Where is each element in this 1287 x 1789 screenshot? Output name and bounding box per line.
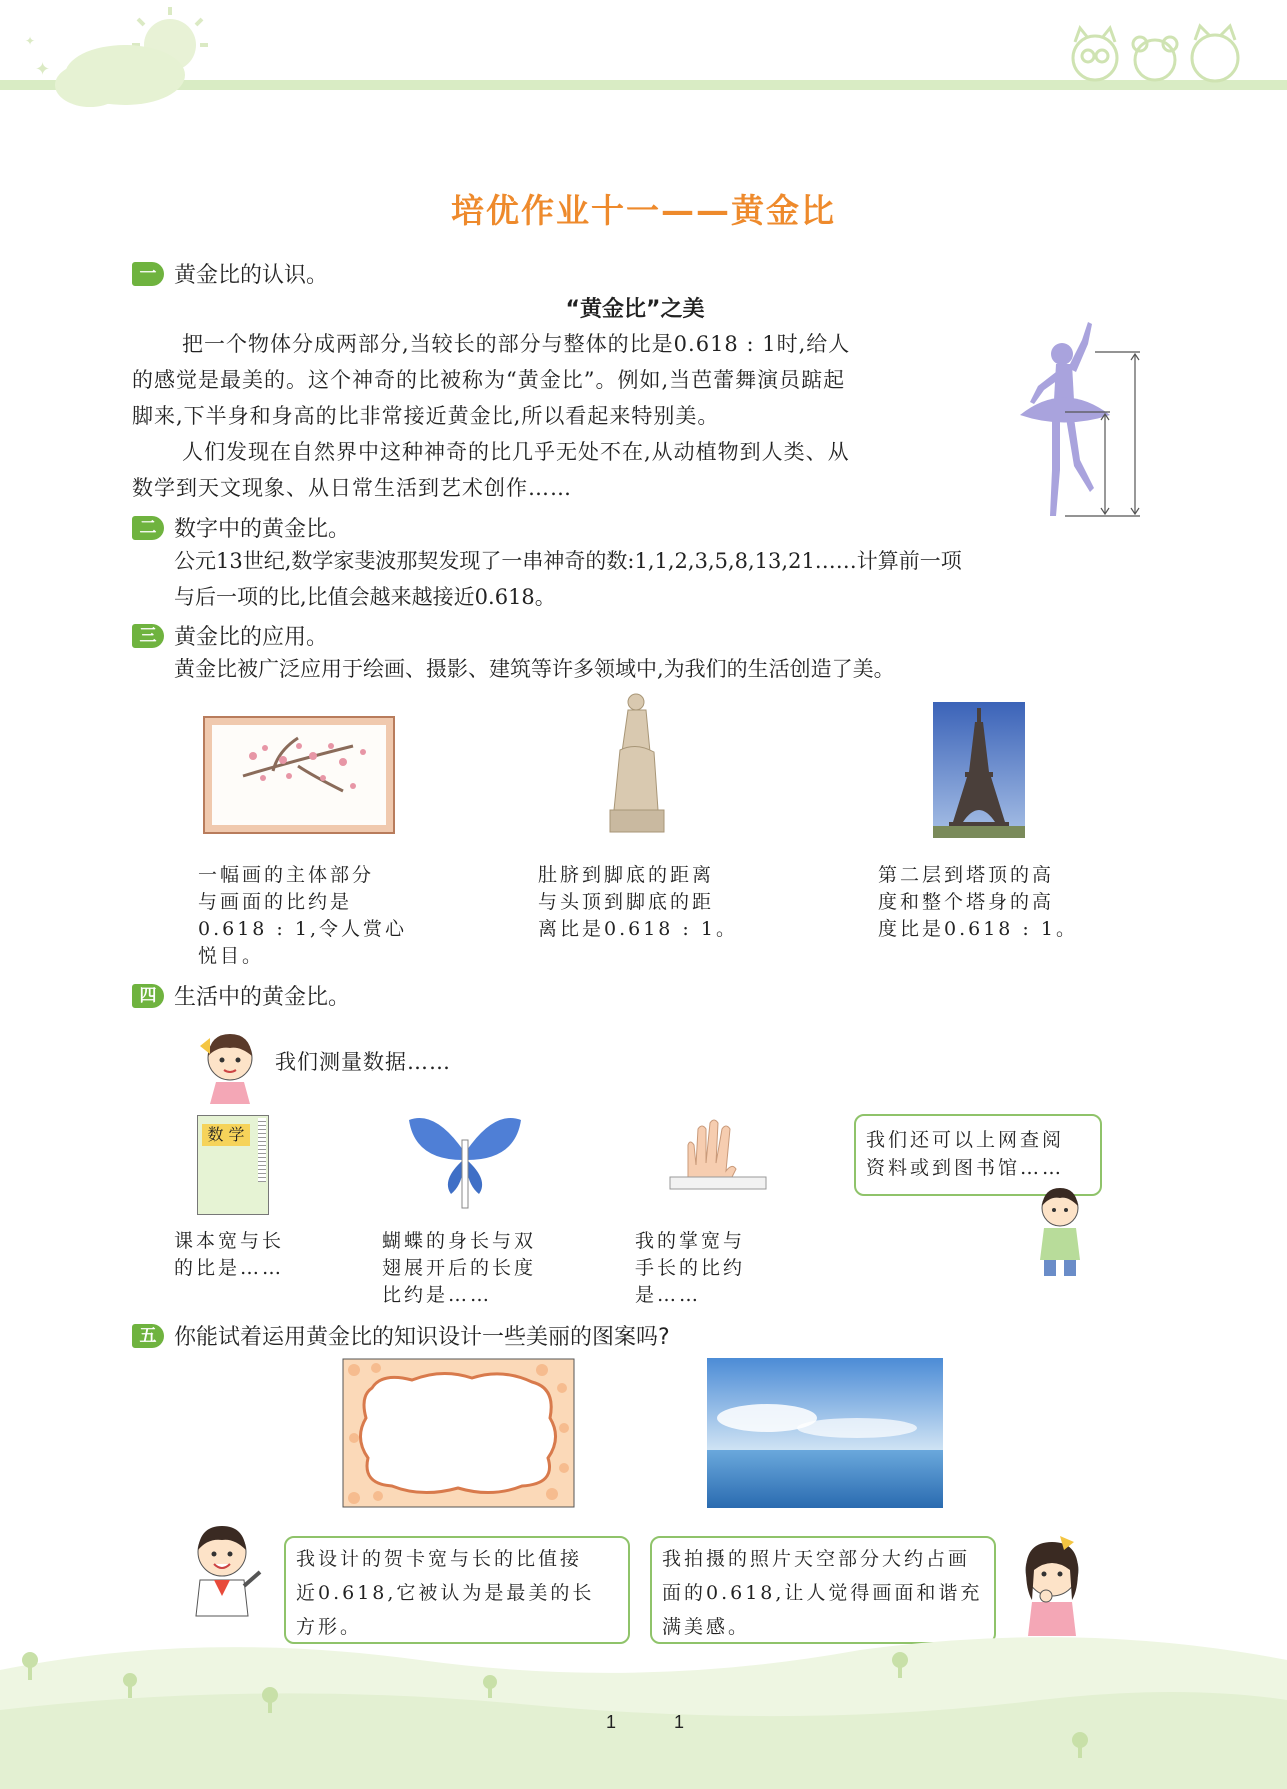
section-heading-2 bbox=[132, 512, 350, 543]
bubble-line: 我拍摄的照片天空部分大约占画 bbox=[662, 1548, 971, 1570]
caption-line: 课本宽与长 bbox=[174, 1230, 285, 1252]
textbook-image bbox=[197, 1115, 269, 1215]
caption-line: 度比是0.618 : 1。 bbox=[878, 918, 1078, 940]
painting-image bbox=[203, 716, 395, 834]
butterfly-caption bbox=[382, 1228, 536, 1309]
caption-line: 第二层到塔顶的高 bbox=[878, 864, 1055, 886]
animal-faces-icon bbox=[1060, 20, 1260, 85]
section-heading-4 bbox=[132, 980, 350, 1011]
page-title: 培优作业十一——黄金比 bbox=[451, 191, 836, 230]
tower-caption bbox=[878, 862, 1078, 943]
boy-icon bbox=[1030, 1180, 1090, 1280]
caption-line: 比约是…… bbox=[382, 1284, 493, 1306]
greeting-card-image bbox=[342, 1358, 575, 1508]
s1-line-1: 把一个物体分成两部分,当较长的部分与整体的比是0.618 : 1时,给人 bbox=[182, 332, 851, 356]
hand-caption bbox=[635, 1228, 745, 1309]
caption-line: 手长的比约 bbox=[635, 1257, 746, 1279]
venus-statue-image bbox=[600, 690, 670, 838]
s3-line: 黄金比被广泛应用于绘画、摄影、建筑等许多领域中,为我们的生活创造了美。 bbox=[174, 657, 895, 681]
book-label: 数 学 bbox=[202, 1124, 250, 1146]
green-hills-background bbox=[0, 1620, 1287, 1789]
girl-icon bbox=[190, 1024, 270, 1104]
painting-caption bbox=[198, 862, 407, 970]
caption-line: 蝴蝶的身长与双 bbox=[382, 1230, 537, 1252]
bubble-line: 资料或到图书馆…… bbox=[866, 1157, 1065, 1179]
caption-line: 度和整个塔身的高 bbox=[878, 891, 1055, 913]
book-caption bbox=[174, 1228, 284, 1282]
s1-line-4: 人们发现在自然界中这种神奇的比几乎无处不在,从动植物到人类、从 bbox=[182, 440, 850, 464]
section-badge: 三 bbox=[132, 624, 164, 648]
sea-photo-image bbox=[707, 1358, 943, 1508]
section-badge: 一 bbox=[132, 262, 164, 286]
caption-line: 与画面的比约是 bbox=[198, 891, 353, 913]
bubble-line: 面的0.618,让人觉得画面和谐充 bbox=[662, 1582, 983, 1604]
s2-line-2: 与后一项的比,比值会越来越接近0.618。 bbox=[174, 585, 556, 609]
sun-cloud-icon bbox=[20, 5, 210, 115]
section-badge: 四 bbox=[132, 984, 164, 1008]
section-title: 黄金比的认识。 bbox=[174, 263, 329, 288]
butterfly-image bbox=[405, 1110, 525, 1210]
bubble-line: 我们还可以上网查阅 bbox=[866, 1129, 1065, 1151]
eiffel-tower-image bbox=[933, 702, 1025, 838]
caption-line: 翅展开后的长度 bbox=[382, 1257, 537, 1279]
s1-line-5: 数学到天文现象、从日常生活到艺术创作…… bbox=[132, 476, 572, 500]
section-badge: 五 bbox=[132, 1324, 164, 1348]
caption-line: 肚脐到脚底的距离 bbox=[538, 864, 715, 886]
svg-text:✦: ✦ bbox=[35, 59, 51, 80]
statue-caption bbox=[538, 862, 738, 943]
s1-subtitle: “黄金比”之美 bbox=[565, 297, 705, 322]
caption-line: 我的掌宽与 bbox=[635, 1230, 746, 1252]
caption-line: 悦目。 bbox=[198, 945, 265, 967]
ballerina-figure bbox=[990, 320, 1150, 520]
caption-line: 一幅画的主体部分 bbox=[198, 864, 375, 886]
section-title: 黄金比的应用。 bbox=[174, 625, 329, 650]
section-badge: 二 bbox=[132, 516, 164, 540]
page-number-left: 1 bbox=[606, 1712, 617, 1732]
caption-line: 0.618 : 1,令人赏心 bbox=[198, 918, 408, 940]
section-title: 你能试着运用黄金比的知识设计一些美丽的图案吗? bbox=[174, 1325, 670, 1350]
section-title: 数字中的黄金比。 bbox=[174, 517, 351, 542]
page-number-right: 1 bbox=[674, 1712, 685, 1732]
section-heading-1 bbox=[132, 258, 328, 289]
caption-line: 离比是0.618 : 1。 bbox=[538, 918, 738, 940]
bubble-line: 方形。 bbox=[296, 1616, 363, 1638]
svg-text:✦: ✦ bbox=[25, 34, 36, 48]
bubble-line: 我设计的贺卡宽与长的比值接 bbox=[296, 1548, 583, 1570]
section-heading-5 bbox=[132, 1320, 670, 1351]
s1-line-3: 脚来,下半身和身高的比非常接近黄金比,所以看起来特别美。 bbox=[132, 404, 720, 428]
section-title: 生活中的黄金比。 bbox=[174, 985, 351, 1010]
section-heading-3 bbox=[132, 620, 328, 651]
boy-scout-icon bbox=[184, 1520, 264, 1630]
bubble-line: 满美感。 bbox=[662, 1616, 751, 1638]
ruler-icon bbox=[258, 1118, 266, 1182]
girl-speech: 我们测量数据…… bbox=[275, 1050, 451, 1074]
caption-line: 与头顶到脚底的距 bbox=[538, 891, 715, 913]
s2-line-1: 公元13世纪,数学家斐波那契发现了一串神奇的数:1,1,2,3,5,8,13,21……计算前一项 bbox=[174, 549, 962, 573]
s1-line-2: 的感觉是最美的。这个神奇的比被称为“黄金比”。例如,当芭蕾舞演员踮起 bbox=[132, 368, 846, 392]
caption-line: 是…… bbox=[635, 1284, 702, 1306]
caption-line: 的比是…… bbox=[174, 1257, 285, 1279]
hand-ruler-image bbox=[668, 1115, 768, 1205]
bubble-line: 近0.618,它被认为是最美的长 bbox=[296, 1582, 595, 1604]
